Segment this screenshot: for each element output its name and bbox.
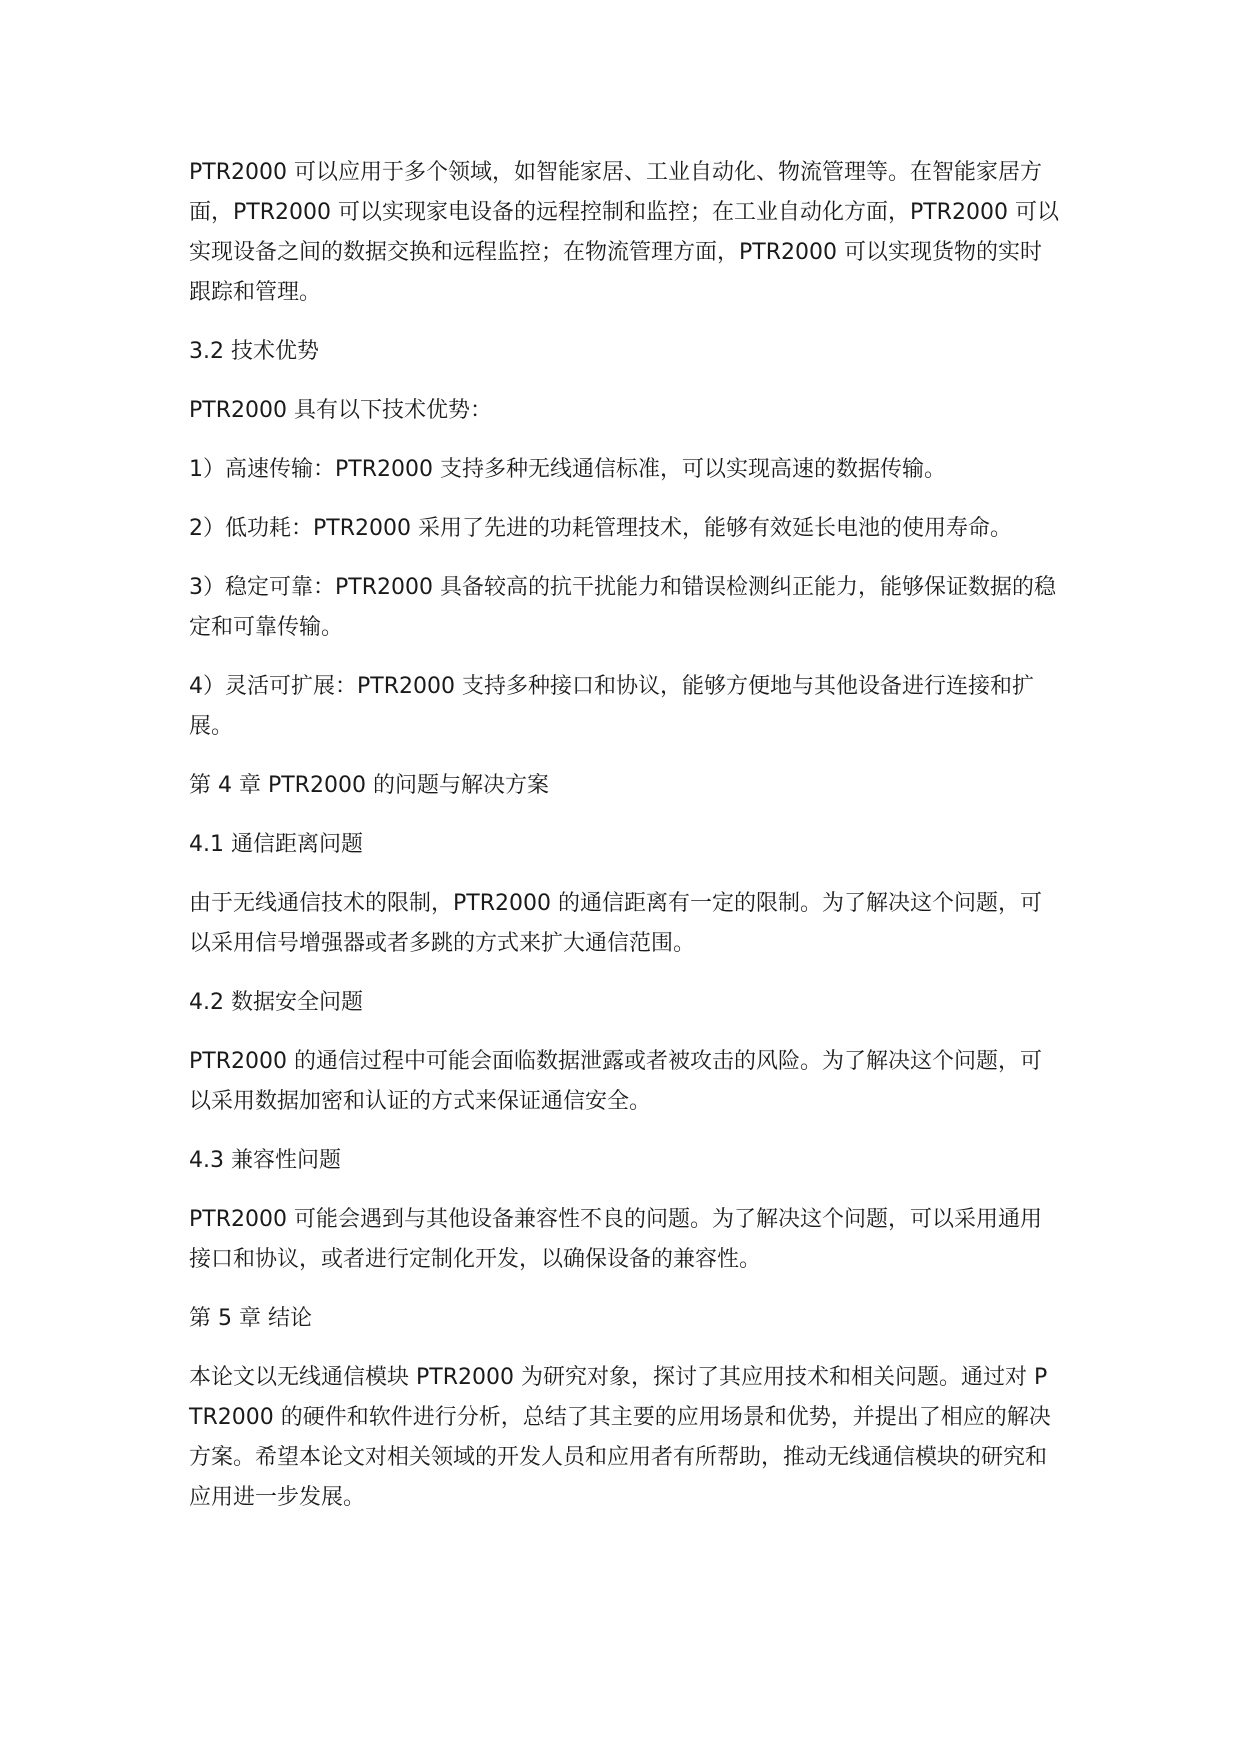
- list-item-high-speed: 1）高速传输：PTR2000 支持多种无线通信标准，可以实现高速的数据传输。: [189, 457, 946, 482]
- paragraph-security: PTR2000 的通信过程中可能会面临数据泄露或者被攻击的风险。为了解决这个问题，可以采用数据加密和认证的方式来保证通信安全。: [189, 1049, 1042, 1114]
- list-item-flexible: 4）灵活可扩展：PTR2000 支持多种接口和协议，能够方便地与其他设备进行连接和扩展。: [189, 674, 1034, 739]
- heading-4-1: 4.1 通信距离问题: [189, 832, 363, 857]
- heading-4-2: 4.2 数据安全问题: [189, 990, 363, 1015]
- paragraph-conclusion: 本论文以无线通信模块 PTR2000 为研究对象，探讨了其应用技术和相关问题。通过对 PTR2000 的硬件和软件进行分析，总结了其主要的应用场景和优势，并提出了相应的解决方案。希望本论文对相关领域的开发人员和应用者有所帮助，推动无线通信模块的研究和应用进一步发展。: [189, 1365, 1051, 1510]
- heading-3-2: 3.2 技术优势: [189, 339, 319, 364]
- document-page: [189, 153, 1059, 1518]
- list-item-stable: 3）稳定可靠：PTR2000 具备较高的抗干扰能力和错误检测纠正能力，能够保证数据的稳定和可靠传输。: [189, 575, 1056, 640]
- heading-4-3: 4.3 兼容性问题: [189, 1148, 341, 1173]
- list-item-low-power: 2）低功耗：PTR2000 采用了先进的功耗管理技术，能够有效延长电池的使用寿命。: [189, 516, 1012, 541]
- paragraph-compatibility: PTR2000 可能会遇到与其他设备兼容性不良的问题。为了解决这个问题，可以采用通用接口和协议，或者进行定制化开发，以确保设备的兼容性。: [189, 1207, 1042, 1272]
- paragraph-advantages-intro: PTR2000 具有以下技术优势：: [189, 398, 492, 423]
- paragraph-applications: PTR2000 可以应用于多个领域，如智能家居、工业自动化、物流管理等。在智能家居方面，PTR2000 可以实现家电设备的远程控制和监控；在工业自动化方面，PTR2000 可以实现设备之间的数据交换和远程监控；在物流管理方面，PTR2000 可以实现货物的实时跟踪和管理。: [189, 160, 1059, 305]
- heading-chapter-4: 第 4 章 PTR2000 的问题与解决方案: [189, 773, 549, 798]
- paragraph-distance: 由于无线通信技术的限制，PTR2000 的通信距离有一定的限制。为了解决这个问题，可以采用信号增强器或者多跳的方式来扩大通信范围。: [189, 891, 1042, 956]
- heading-chapter-5: 第 5 章 结论: [189, 1306, 312, 1331]
